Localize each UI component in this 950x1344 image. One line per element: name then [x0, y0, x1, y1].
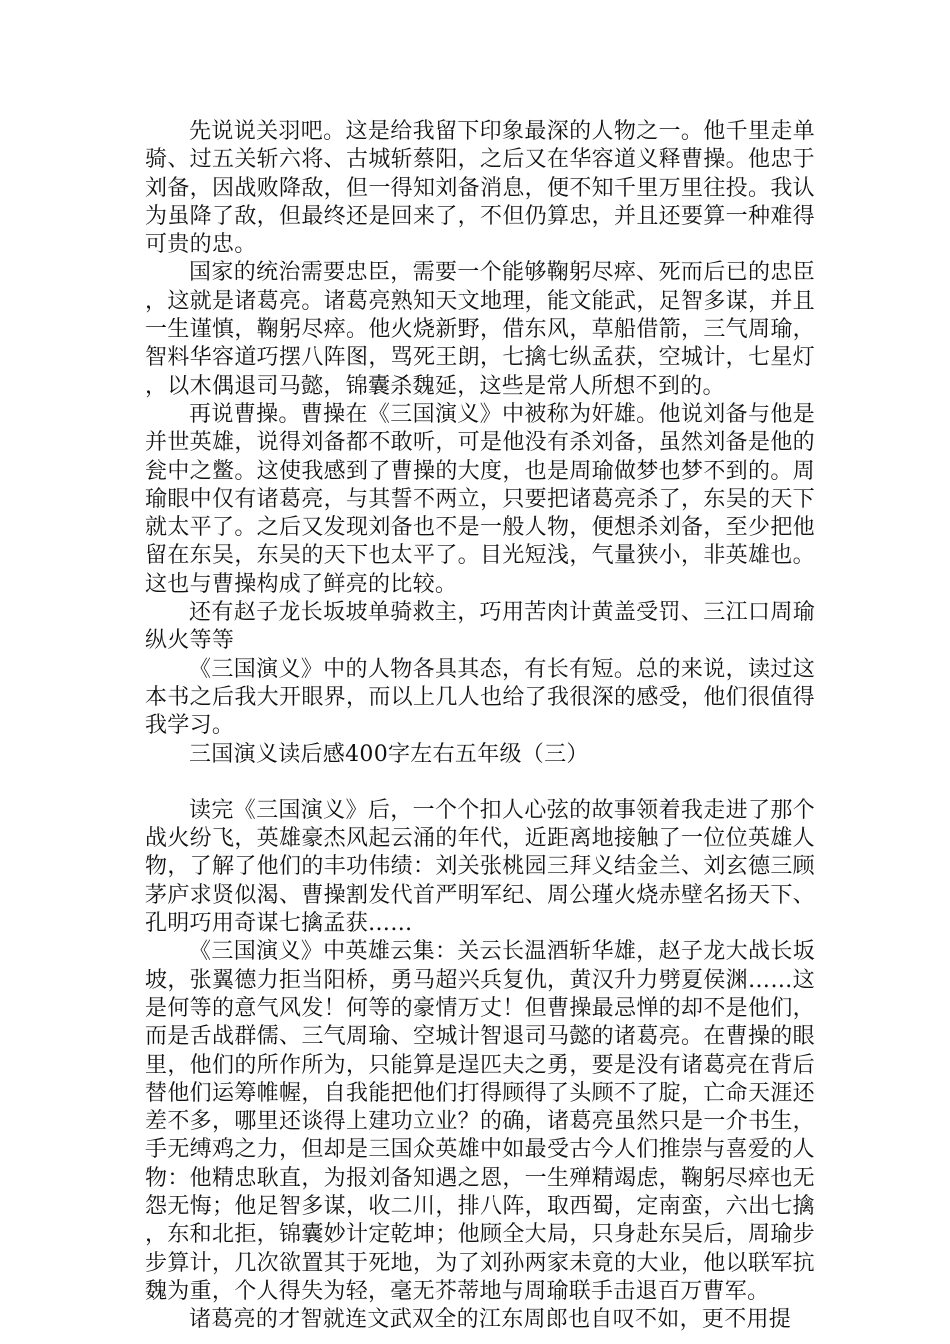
document-body [145, 118, 815, 1334]
paragraph-guan-yu: 先说说关羽吧。这是给我留下印象最深的人物之一。他千里走单骑、过五关斩六将、古城斩蔡阳，之后又在华容道义释曹操。他忠于刘备，因战败降敌，但一得知刘备消息，便不知千里万里往投。我认为虽降了敌，但最终还是回来了，不但仍算忠，并且还要算一种难得可贵的忠。 [145, 119, 815, 258]
section-heading: 三国演义读后感400字左右五年级（三） [189, 741, 589, 767]
paragraph-zhao-zilong: 还有赵子龙长坂坡单骑救主，巧用苦肉计黄盖受罚、三江口周瑜纵火等等 [145, 600, 815, 654]
paragraph-intro: 读完《三国演义》后，一个个扣人心弦的故事领着我走进了那个战火纷飞，英雄豪杰风起云涌的年代，近距离地接触了一位位英雄人物，了解了他们的丰功伟绩：刘关张桃园三拜义结金兰、刘玄德三顾茅庐求贤似渴、曹操割发代首严明军纪、周公瑾火烧赤壁名扬天下、孔明巧用奇谋七擒孟获…… [145, 797, 815, 937]
blank-line [145, 769, 815, 797]
paragraph-cao-cao: 再说曹操。曹操在《三国演义》中被称为奸雄。他说刘备与他是并世英雄，说得刘备都不敢听，可是他没有杀刘备，虽然刘备是他的瓮中之鳖。这使我感到了曹操的大度，也是周瑜做梦也梦不到的。周瑜眼中仅有诸葛亮，与其誓不两立，只要把诸葛亮杀了，东吴的天下就太平了。之后又发现刘备也不是一般人物，便想杀刘备，至少把他留在东吴，东吴的天下也太平了。目光短浅，气量狭小，非英雄也。这也与曹操构成了鲜亮的比较。 [145, 401, 815, 597]
paragraph-zhuge-wisdom: 诸葛亮的才智就连文武双全的江东周郎也自叹不如，更不用提 [189, 1307, 792, 1333]
paragraph-summary: 《三国演义》中的人物各具其态，有长有短。总的来说，读过这本书之后我大开眼界，而以上几人也给了我很深的感受，他们很值得我学习。 [145, 656, 815, 739]
paragraph-zhuge-liang: 国家的统治需要忠臣，需要一个能够鞠躬尽瘁、死而后已的忠臣，这就是诸葛亮。诸葛亮熟知天文地理，能文能武，足智多谋，并且一生谨慎，鞠躬尽瘁。他火烧新野，借东风，草船借箭，三气周瑜，智料华容道巧摆八阵图，骂死王朗，七擒七纵孟获，空城计，七星灯，以木偶退司马懿，锦囊杀魏延，这些是常人所想不到的。 [145, 260, 815, 399]
paragraph-heroes: 《三国演义》中英雄云集：关云长温酒斩华雄，赵子龙大战长坂坡，张翼德力拒当阳桥，勇马超兴兵复仇，黄汉升力劈夏侯渊……这是何等的意气风发！何等的豪情万丈！但曹操最忌惮的却不是他们，而是舌战群儒、三气周瑜、空城计智退司马懿的诸葛亮。在曹操的眼里，他们的所作所为，只能算是逞匹夫之勇，要是没有诸葛亮在背后替他们运筹帷幄，自我能把他们打得顾得了头顾不了腚，亡命天涯还差不多，哪里还谈得上建功立业？的确，诸葛亮虽然只是一介书生，手无缚鸡之力，但却是三国众英雄中如最受古今人们推崇与喜爱的人物：他精忠耿直，为报刘备知遇之恩，一生殚精竭虑，鞠躬尽瘁也无怨无悔；他足智多谋，收二川，排八阵，取西蜀，定南蛮，六出七擒，东和北拒，锦囊妙计定乾坤；他顾全大局，只身赴东吴后，周瑜步步算计，几次欲置其于死地，为了刘孙两家未竟的大业，他以联军抗魏为重，个人得失为轻，毫无芥蒂地与周瑜联手击退百万曹军。 [145, 939, 815, 1304]
